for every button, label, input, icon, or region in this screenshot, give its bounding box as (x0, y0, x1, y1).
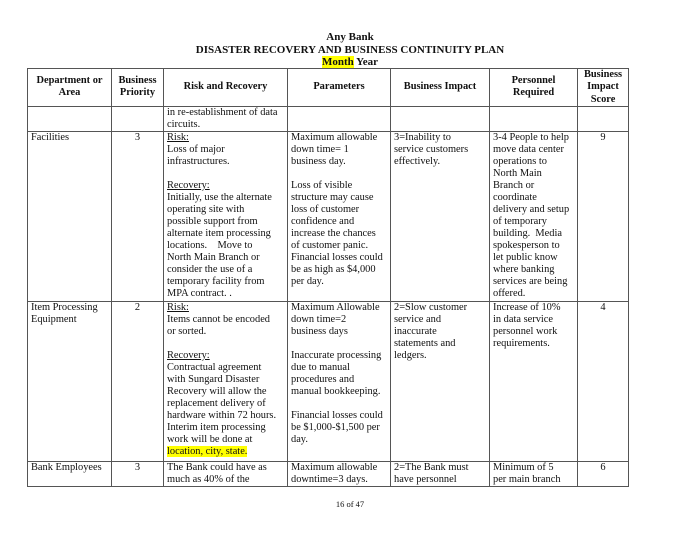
recovery-label: Recovery: (167, 179, 210, 191)
table-header-row (28, 69, 629, 107)
plan-title: DISASTER RECOVERY AND BUSINESS CONTINUITY PLAN (195, 43, 505, 56)
cell-risk-recovery: The Bank could have as much as 40% of the (164, 461, 288, 486)
table-row (28, 301, 629, 461)
table-row (28, 131, 629, 301)
column-header-risk-recovery: Risk and Recovery (164, 69, 288, 107)
cell-risk-recovery: Risk: Items cannot be encoded or sorted. Recovery: Contractual agreement with Sungard Disaster Recovery will allow the replacement delivery of hardware within 72 hours. Interim item processing work will be done at location, city, state. (164, 301, 288, 461)
cell-business-impact: 2=The Bank must have personnel (391, 461, 490, 486)
column-header-impact-score: Business Impact Score (578, 69, 629, 107)
cell-impact-score: 6 (578, 461, 629, 486)
table-row (28, 106, 629, 131)
table-row (28, 461, 629, 486)
cell-parameters (288, 106, 391, 131)
risk-label: Risk: (167, 301, 189, 313)
date-month-highlighted: Month (321, 56, 354, 68)
cell-department: Facilities (28, 131, 112, 301)
location-placeholder-highlighted: location, city, state. (167, 445, 248, 457)
cell-priority: 3 (112, 131, 164, 301)
column-header-priority: Business Priority (112, 69, 164, 107)
company-name: Any Bank (326, 31, 374, 43)
cell-priority (112, 106, 164, 131)
date-year: Year (356, 56, 379, 68)
cell-priority: 3 (112, 461, 164, 486)
page-number: 16 of 47 (335, 499, 365, 509)
cell-department: Bank Employees (28, 461, 112, 486)
column-header-parameters: Parameters (288, 69, 391, 107)
cell-impact-score (578, 106, 629, 131)
continuity-plan-table (27, 68, 629, 487)
cell-priority: 2 (112, 301, 164, 461)
recovery-label: Recovery: (167, 349, 210, 361)
cell-risk-recovery: Risk: Loss of major infrastructures. Recovery: Initially, use the alternate operating site with possible support from alternate item processing locations. Move to North Main Branch or consider the use of a temporary facility from MPA contract. . (164, 131, 288, 301)
document-header (0, 31, 700, 69)
cell-personnel (490, 106, 578, 131)
cell-parameters: Maximum Allowable down time=2 business days Inaccurate processing due to manual procedures and manual bookkeeping. Financial losses could be $1,000-$1,500 per day. (288, 301, 391, 461)
cell-department: Item Processing Equipment (28, 301, 112, 461)
cell-business-impact: 2=Slow customer service and inaccurate statements and ledgers. (391, 301, 490, 461)
cell-business-impact (391, 106, 490, 131)
cell-parameters: Maximum allowable downtime=3 days. (288, 461, 391, 486)
cell-business-impact: 3=Inability to service customers effectively. (391, 131, 490, 301)
cell-personnel: Minimum of 5 per main branch (490, 461, 578, 486)
column-header-personnel: Personnel Required (490, 69, 578, 107)
cell-department (28, 106, 112, 131)
cell-parameters: Maximum allowable down time= 1 business day. Loss of visible structure may cause loss of customer confidence and increase the chances of customer panic. Financial losses could be as high as $4,000 per day. (288, 131, 391, 301)
cell-impact-score: 4 (578, 301, 629, 461)
cell-risk-recovery: in re-establishment of data circuits. (164, 106, 288, 131)
plan-date (0, 56, 700, 69)
cell-impact-score: 9 (578, 131, 629, 301)
cell-personnel: 3-4 People to help move data center operations to North Main Branch or coordinate delivery and setup of temporary building. Media spokesperson to let public know where banking services are being offered. (490, 131, 578, 301)
column-header-department: Department or Area (28, 69, 112, 107)
cell-personnel: Increase of 10% in data service personnel work requirements. (490, 301, 578, 461)
column-header-business-impact: Business Impact (391, 69, 490, 107)
risk-label: Risk: (167, 131, 189, 143)
